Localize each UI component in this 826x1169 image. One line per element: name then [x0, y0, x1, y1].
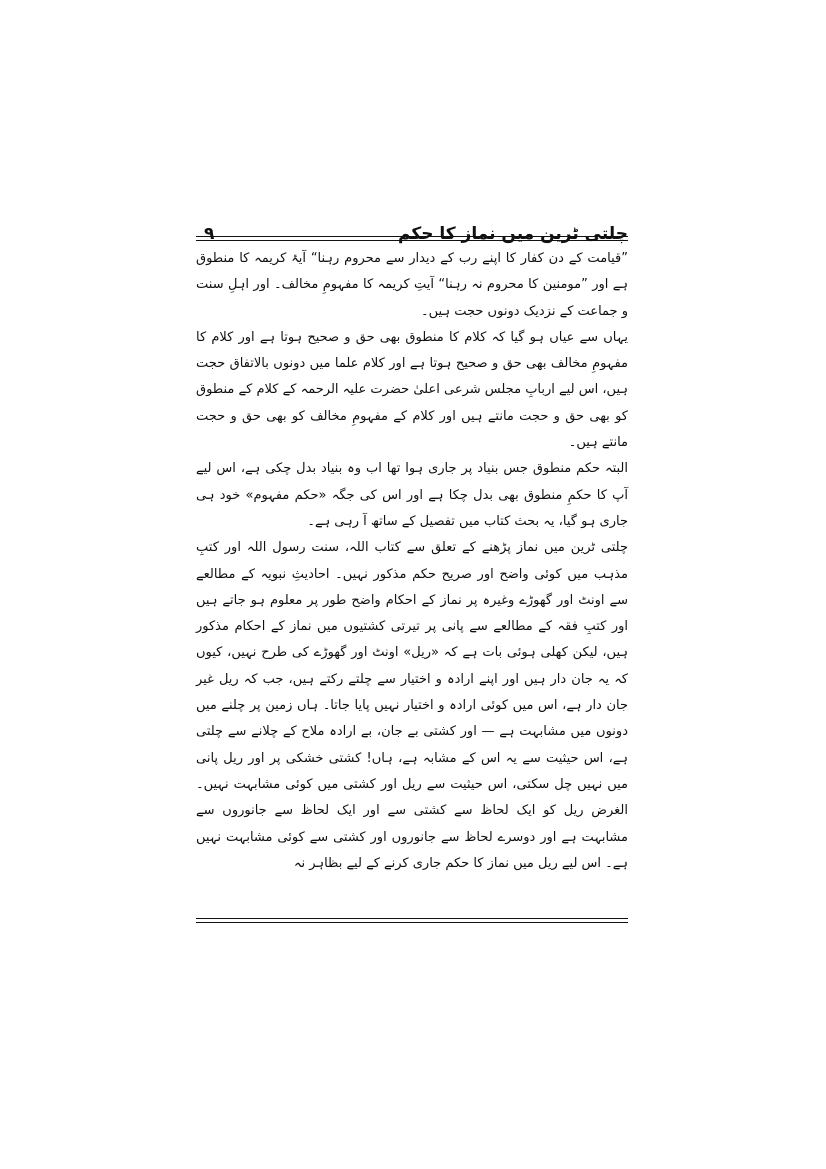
footer-rule-secondary [196, 922, 628, 923]
paragraph: یہاں سے عیاں ہو گیا کہ کلام کا منطوق بھی حق و صحیح ہوتا ہے اور کلام کا مفہومِ مخالف بھی حق و صحیح ہوتا ہے اور کلام علما میں دونوں بالاتفاق حجت ہیں، اس لیے اربابِ مجلس شرعی اعلیٰ حضرت علیہ الرحمہ کے کلام کے منطوق کو بھی حق و حجت مانتے ہیں اور کلام کے مفہومِ مخالف کو بھی حق و حجت مانتے ہیں۔ [196, 329, 628, 451]
header-rule-secondary [196, 240, 628, 241]
footer-rule [196, 918, 628, 919]
body-text [196, 246, 628, 877]
header-rule [196, 236, 628, 237]
paragraph: ”قیامت کے دن کفار کا اپنے رب کے دیدار سے محروم رہنا“ آیۂ کریمہ کا منطوق ہے اور ”مومنین کا محروم نہ رہنا“ آیتِ کریمہ کا مفہومِ مخالف۔ اور اہلِ سنت و جماعت کے نزدیک دونوں حجت ہیں۔ [196, 251, 628, 319]
page-number: ۹ [204, 224, 215, 244]
paragraph: چلتی ٹرین میں نماز پڑھنے کے تعلق سے کتاب اللہ، سنت رسول اللہ اور کتبِ مذہب میں کوئی واضح اور صریح حکم مذکور نہیں۔ احادیثِ نبویہ کے مطالعے سے اونٹ اور گھوڑے وغیرہ پر نماز کے احکام واضح طور پر معلوم ہو جاتے ہیں اور کتبِ فقہ کے مطالعے سے پانی پر تیرتی کشتیوں میں نماز کے احکام مذکور ہیں، لیکن کھلی ہوئی بات ہے کہ «ریل» اونٹ اور گھوڑے کی طرح نہیں، کیوں کہ یہ جان دار ہیں اور اپنے ارادہ و اختیار سے چلتے رکتے ہیں، جب کہ ریل غیر جان دار ہے، اس میں کوئی ارادہ و اختیار نہیں پایا جاتا۔ ہاں زمین پر چلنے میں دونوں میں مشابہت ہے — اور کشتی بے جان، بے ارادہ ملاح کے چلانے سے چلتی ہے، اس حیثیت سے یہ اس کے مشابہ ہے، ہاں! کشتی خشکی پر اور ریل پانی میں نہیں چل سکتی، اس حیثیت سے ریل اور کشتی میں کوئی مشابہت نہیں۔ الغرض ریل کو ایک لحاظ سے کشتی سے اور ایک لحاظ سے جانوروں سے مشابہت ہے اور دوسرے لحاظ سے جانوروں اور کشتی سے کوئی مشابہت نہیں ہے۔ اس لیے ریل میں نماز کا حکم جاری کرنے کے لیے بظاہر نہ [196, 540, 628, 871]
paragraph: البتہ حکم منطوق جس بنیاد پر جاری ہوا تھا اب وہ بنیاد بدل چکی ہے، اس لیے آپ کا حکمِ منطوق بھی بدل چکا ہے اور اس کی جگہ «حکم مفہوم» خود ہی جاری ہو گیا، یہ بحث کتاب میں تفصیل کے ساتھ آ رہی ہے۔ [196, 461, 628, 529]
running-title: چلتی ٹرین میں نماز کا حکم [397, 224, 628, 244]
